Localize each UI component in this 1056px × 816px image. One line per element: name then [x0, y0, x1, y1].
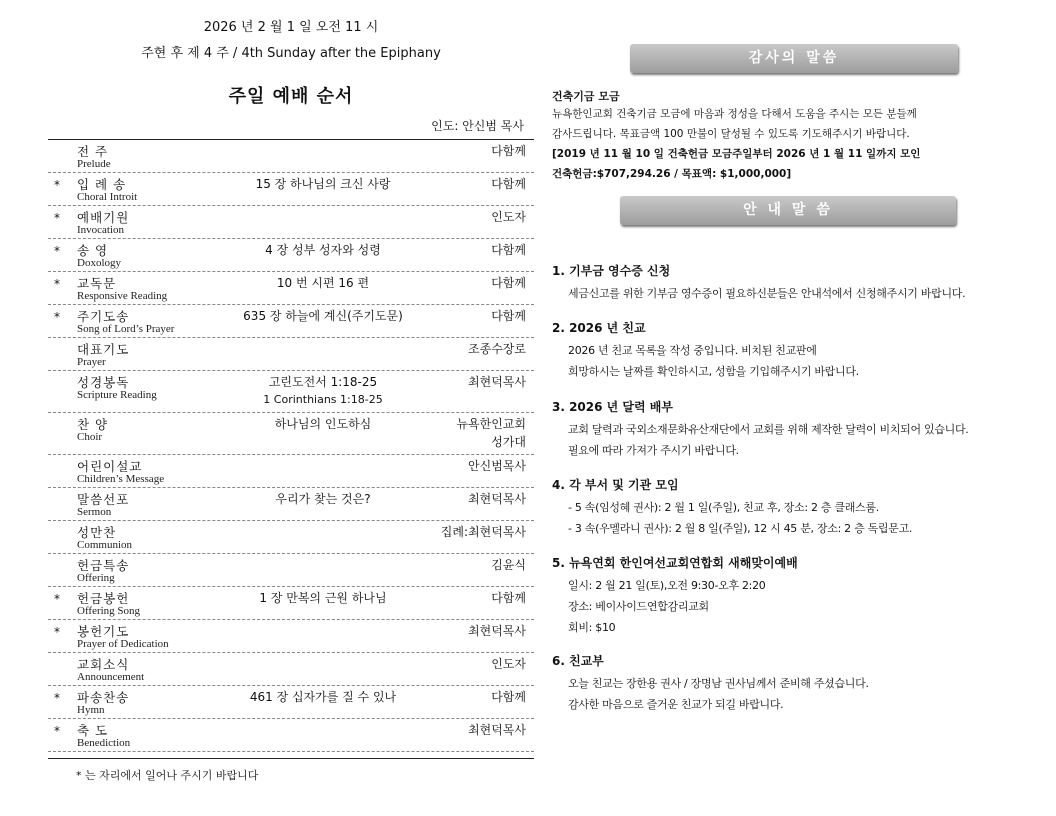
building-fund-text: 뉴욕한인교회 건축기금 모금에 마음과 정성을 다해서 도움을 주시는 모든 분들께	[552, 108, 917, 120]
order-row	[48, 521, 534, 554]
item-leader: 인도자	[491, 210, 526, 224]
announcement-title: 3. 2026 년 달력 배부	[552, 400, 673, 414]
standing-marker: *	[54, 277, 60, 291]
standing-marker: *	[54, 211, 60, 225]
order-list	[48, 139, 534, 752]
item-leader: 다함께	[491, 591, 526, 605]
order-row	[48, 305, 534, 338]
item-name-english: Offering	[77, 572, 115, 584]
item-name-english: Sermon	[77, 506, 112, 518]
order-row	[48, 206, 534, 239]
item-name-korean: 성만찬	[77, 525, 117, 540]
item-name-korean: 교독문	[77, 276, 117, 291]
standing-marker: *	[54, 244, 60, 258]
announcement-title: 1. 기부금 영수증 신청	[552, 264, 671, 278]
item-content: 우리가 찾는 것은?	[275, 492, 371, 506]
building-fund-text: 감사드립니다. 목표금액 100 만불이 달성될 수 있도록 기도해주시기 바랍니다.	[552, 128, 910, 140]
announcement-text: 일시: 2 월 21 일(토),오전 9:30-오후 2:20	[568, 579, 766, 592]
item-name-english: Offering Song	[77, 605, 141, 617]
item-leader: 인도자	[491, 657, 526, 671]
item-name-korean: 말씀선포	[77, 492, 130, 507]
order-row	[48, 173, 534, 206]
order-row	[48, 587, 534, 620]
item-name-korean: 찬 양	[77, 417, 109, 432]
order-row	[48, 686, 534, 719]
item-leader: 최현덕목사	[468, 375, 526, 389]
item-name-english: Prayer	[77, 356, 106, 368]
item-content-secondary: 1 Corinthians 1:18-25	[263, 393, 383, 406]
standing-marker: *	[54, 625, 60, 639]
item-name-korean: 헌금특송	[77, 558, 130, 573]
stand-note: * 는 자리에서 일어나 주시기 바랍니다	[76, 769, 259, 782]
item-leader: 다함께	[491, 276, 526, 290]
building-fund-amount: 건축헌금:$707,294.26 / 목표액: $1,000,000]	[552, 168, 792, 180]
building-fund-title: 건축기금 모금	[552, 90, 620, 103]
announcement-text: 회비: $10	[568, 621, 616, 634]
announcement-text: 오늘 친교는 장한용 권사 / 장명남 권사님께서 준비해 주셨습니다.	[568, 677, 869, 690]
item-name-english: Children’s Message	[77, 473, 165, 485]
announcement-title: 4. 각 부서 및 기관 모임	[552, 478, 679, 492]
item-name-english: Communion	[77, 539, 133, 551]
thanks-banner: 감사의 말씀	[630, 44, 958, 73]
announcement-text: 희망하시는 날짜를 확인하시고, 성함을 기입해주시기 바랍니다.	[568, 365, 859, 378]
announcement-title: 2. 2026 년 친교	[552, 321, 646, 335]
item-name-korean: 입 례 송	[77, 177, 127, 192]
liturgical-sunday: 주현 후 제 4 주 / 4th Sunday after the Epiphany	[141, 46, 441, 61]
order-row	[48, 653, 534, 686]
item-leader: 최현덕목사	[468, 624, 526, 638]
order-row	[48, 554, 534, 587]
order-row	[48, 488, 534, 521]
item-name-korean: 송 영	[77, 243, 109, 258]
item-name-korean: 성경봉독	[77, 375, 130, 390]
item-leader: 다함께	[491, 243, 526, 257]
order-row	[48, 140, 534, 173]
announcement-text: - 3 속(우멜라니 권사): 2 월 8 일(주일), 12 시 45 분, 장소: 2 층 독립문고.	[568, 522, 913, 535]
item-content: 4 장 성부 성자와 성령	[265, 243, 381, 257]
standing-marker: *	[54, 724, 60, 738]
standing-marker: *	[54, 310, 60, 324]
announcement-text: 필요에 따라 가져가 주시기 바랍니다.	[568, 444, 739, 457]
item-leader: 집례:최현덕목사	[440, 525, 526, 539]
announcement-text: - 5 속(임성혜 권사): 2 월 1 일(주일), 친교 후, 장소: 2 층 클래스룸.	[568, 501, 879, 514]
service-leader: 인도: 안신범 목사	[431, 119, 524, 133]
announcements-banner: 안 내 말 씀	[620, 196, 956, 225]
standing-marker: *	[54, 178, 60, 192]
item-name-korean: 헌금봉헌	[77, 591, 130, 606]
item-name-english: Scripture Reading	[77, 389, 157, 401]
item-name-korean: 어린이설교	[77, 459, 143, 474]
order-row	[48, 239, 534, 272]
item-leader: 다함께	[491, 309, 526, 323]
item-leader: 다함께	[491, 177, 526, 191]
item-name-korean: 교회소식	[77, 657, 130, 672]
order-row	[48, 413, 534, 455]
item-content: 15 장 하나님의 크신 사랑	[255, 177, 391, 191]
item-content: 635 장 하늘에 계신(주기도문)	[243, 309, 403, 323]
announcement-text: 2026 년 친교 목록을 작성 중입니다. 비치된 친교판에	[568, 344, 817, 357]
announcement-text: 감사한 마음으로 즐거운 친교가 되길 바랍니다.	[568, 698, 784, 711]
item-leader: 김윤식	[491, 558, 526, 572]
order-row	[48, 272, 534, 305]
item-content: 461 장 십자가를 질 수 있나	[249, 690, 397, 704]
item-name-english: Choral Introit	[77, 191, 138, 203]
item-leader: 안신범목사	[468, 459, 526, 473]
item-name-korean: 전 주	[77, 144, 109, 159]
order-row	[48, 338, 534, 371]
order-row	[48, 719, 534, 752]
item-name-english: Song of Lord’s Prayer	[77, 323, 175, 335]
item-name-english: Announcement	[77, 671, 145, 683]
order-row	[48, 455, 534, 488]
item-leader-secondary: 성가대	[491, 435, 526, 449]
item-leader: 최현덕목사	[468, 723, 526, 737]
item-name-english: Hymn	[77, 704, 105, 716]
item-content: 하나님의 인도하심	[274, 417, 372, 431]
building-fund-period: [2019 년 11 월 10 일 건축헌금 모금주일부터 2026 년 1 월 11 일까지 모인	[552, 148, 921, 160]
item-leader: 최현덕목사	[468, 492, 526, 506]
item-content: 고린도전서 1:18-25	[268, 375, 378, 389]
item-name-english: Benediction	[77, 737, 131, 749]
item-content: 10 번 시편 16 편	[276, 276, 370, 290]
item-name-english: Prelude	[77, 158, 111, 170]
item-name-english: Doxology	[77, 257, 121, 269]
order-row	[48, 620, 534, 653]
item-leader: 조종수장로	[468, 342, 526, 356]
item-name-english: Choir	[77, 431, 103, 443]
item-name-korean: 주기도송	[77, 309, 130, 324]
item-name-korean: 파송찬송	[77, 690, 130, 705]
item-name-korean: 대표기도	[77, 342, 130, 357]
item-name-korean: 봉헌기도	[77, 624, 130, 639]
divider	[48, 758, 534, 759]
item-name-korean: 예배기원	[77, 210, 130, 225]
announcement-title: 5. 뉴욕연회 한인여선교회연합회 새해맞이예배	[552, 556, 798, 570]
announcement-text: 교회 달력과 국외소재문화유산재단에서 교회를 위해 제작한 달력이 비치되어 있습니다.	[568, 423, 969, 436]
announcement-text: 장소: 베이사이드연합감리교회	[568, 600, 709, 613]
standing-marker: *	[54, 691, 60, 705]
item-name-korean: 축 도	[77, 723, 109, 738]
item-leader: 다함께	[491, 144, 526, 158]
order-row	[48, 371, 534, 413]
item-name-english: Prayer of Dedication	[77, 638, 169, 650]
item-leader: 다함께	[491, 690, 526, 704]
item-leader: 뉴욕한인교회	[456, 417, 526, 431]
standing-marker: *	[54, 592, 60, 606]
item-name-english: Responsive Reading	[77, 290, 168, 302]
page-title: 주일 예배 순서	[228, 86, 354, 107]
service-date: 2026 년 2 월 1 일 오전 11 시	[203, 20, 379, 35]
item-name-english: Invocation	[77, 224, 125, 236]
item-content: 1 장 만복의 근원 하나님	[259, 591, 387, 605]
announcement-text: 세금신고를 위한 기부금 영수증이 필요하신분들은 안내석에서 신청해주시기 바랍니다.	[568, 287, 966, 300]
announcement-title: 6. 친교부	[552, 654, 604, 668]
